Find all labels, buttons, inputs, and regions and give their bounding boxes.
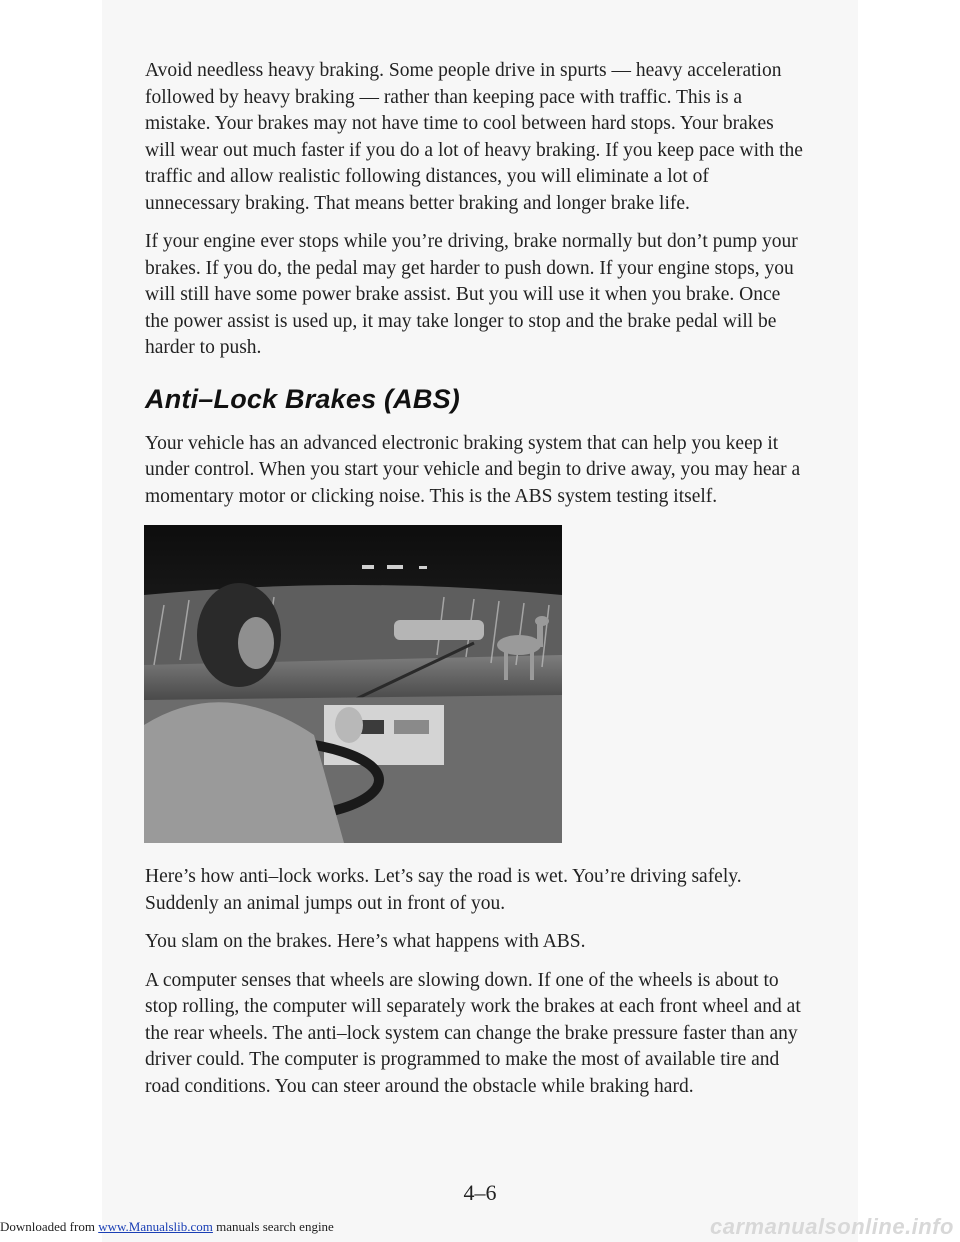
site-watermark: carmanualsonline.info	[710, 1214, 954, 1239]
paragraph-slam-brakes: You slam on the brakes. Here’s what happens with ABS.	[145, 931, 586, 952]
paragraph-computer-senses: A computer senses that wheels are slowing down. If one of the wheels is about to stop rolling, the computer will separately work the brakes at each front wheel and at the rear wheels. The anti–lock system can change the brake pressure faster than any driver could. The computer is programmed to make the most of available tire and road conditions. You can steer around the obstacle while braking hard.	[145, 969, 801, 1097]
manualslib-link[interactable]: www.Manualslib.com	[98, 1219, 213, 1234]
download-footer	[0, 1219, 334, 1235]
paragraph-engine-stops: If your engine ever stops while you’re driving, brake normally but don’t pump your brakes. If you do, the pedal may get harder to push down. If your engine stops, you will still have some power brake assist. But you will use it when you brake. Once the power assist is used up, it may take longer to stop and the brake pedal will be harder to push.	[145, 231, 798, 358]
paragraph-heavy-braking: Avoid needless heavy braking. Some people drive in spurts — heavy acceleration followed by heavy braking — rather than keeping pace with traffic. This is a mistake. Your brakes may not have time to cool between hard stops. Your brakes will wear out much faster if you do a lot of heavy braking. If you keep pace with the traffic and allow realistic following distances, you will eliminate a lot of unnecessary braking. That means better braking and longer brake life.	[145, 60, 803, 214]
footer-prefix: Downloaded from	[0, 1219, 99, 1234]
driver-illustration	[144, 525, 562, 843]
rainy-windshield-image	[144, 525, 562, 843]
lower-text	[145, 864, 805, 1112]
page-number: 4–6	[463, 1180, 497, 1205]
paragraph-abs-intro: Your vehicle has an advanced electronic braking system that can help you keep it under control. When you start your vehicle and begin to drive away, you may hear a momentary motor or clicking noise. This is the ABS system testing itself.	[145, 432, 801, 507]
upper-text	[145, 58, 805, 522]
paragraph-how-abs-works: Here’s how anti–lock works. Let’s say the road is wet. You’re driving safely. Suddenly an animal jumps out in front of you.	[145, 866, 742, 914]
footer-suffix: manuals search engine	[212, 1219, 334, 1234]
section-heading: Anti–Lock Brakes (ABS)	[145, 383, 460, 414]
